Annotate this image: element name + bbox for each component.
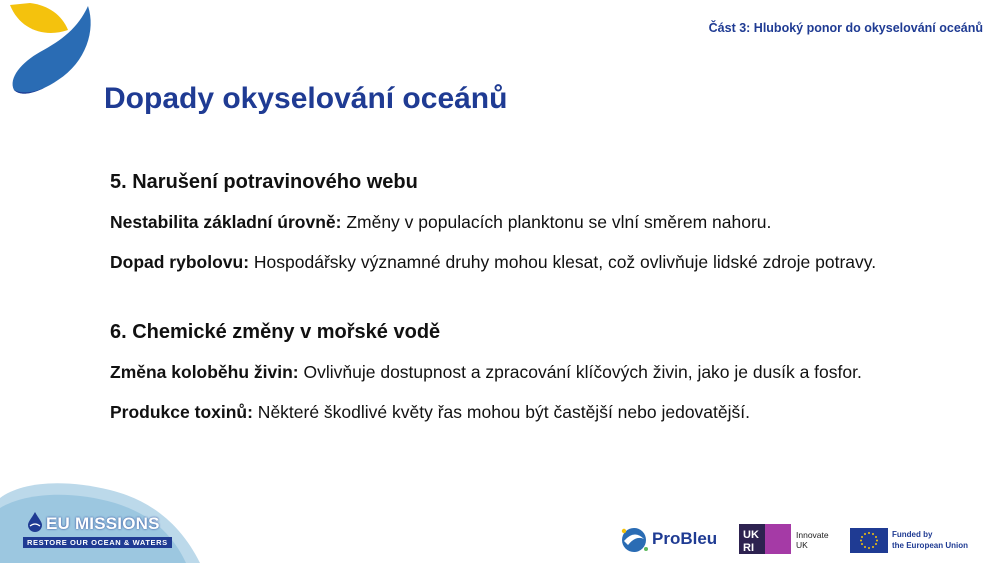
item-text: Některé škodlivé květy řas mohou být častější nebo jedovatější. — [252, 402, 750, 422]
item-text: Ovlivňuje dostupnost a zpracování klíčových živin, jako je dusík a fosfor. — [298, 362, 862, 382]
svg-text:RI: RI — [743, 542, 754, 554]
item-text: Hospodářsky významné druhy mohou klesat, což ovlivňuje lidské zdroje potravy. — [249, 252, 877, 272]
item-label: Dopad rybolovu: — [110, 252, 250, 272]
innovate-uk-text — [796, 530, 846, 550]
item-label: Změna koloběhu živin: — [110, 362, 299, 382]
section5-heading: 5. Narušení potravinového webu — [110, 171, 418, 193]
probleu-icon — [618, 525, 650, 555]
content — [110, 168, 970, 432]
innovate-line1: Innovate — [796, 530, 829, 540]
item-text: Změny v populacích planktonu se vlní směrem nahoru. — [341, 212, 772, 232]
corner-logo — [0, 0, 100, 100]
item-label: Produkce toxinů: — [110, 402, 253, 422]
probleu-logo-text: ProBleu — [652, 529, 718, 548]
section-label: Část 3: Hluboký ponor do okyselování oceánů — [708, 21, 983, 35]
item-label: Nestabilita základní úrovně: — [110, 212, 342, 232]
section5-item-1 — [110, 202, 970, 242]
innovate-uk-logo — [739, 524, 791, 554]
section6-item-1 — [110, 352, 970, 392]
water-drop-icon — [27, 512, 43, 532]
eu-flag-icon — [850, 528, 888, 553]
svg-text:UK: UK — [743, 529, 759, 541]
eu-funded-text — [892, 529, 982, 551]
section6-heading: 6. Chemické změny v mořské vodě — [110, 321, 441, 343]
eu-missions-subtitle: RESTORE OUR OCEAN & WATERS — [23, 537, 172, 548]
section5-item-2 — [110, 242, 910, 282]
section6-item-2 — [110, 392, 970, 432]
eu-missions-title: EU MISSIONS — [46, 514, 160, 533]
innovate-line2: UK — [796, 540, 808, 550]
funded-line1: Funded by — [892, 530, 933, 539]
slide-title: Dopady okyselování oceánů — [104, 82, 508, 115]
funded-line2: the European Union — [892, 541, 968, 550]
